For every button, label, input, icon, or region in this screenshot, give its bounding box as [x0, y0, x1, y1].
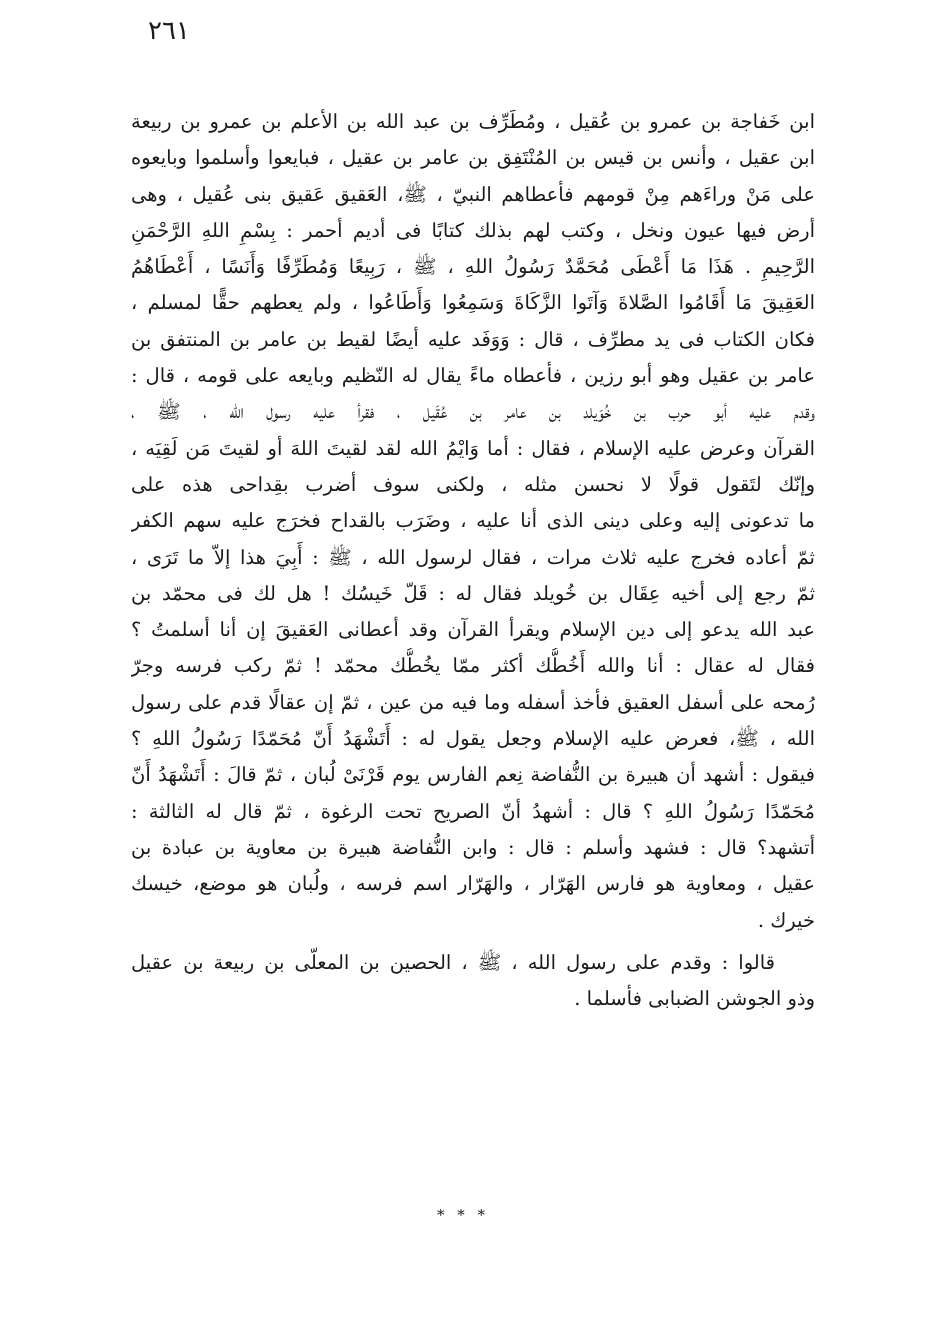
text-line: فكان الكتاب فى يد مطرِّف ، قال : وَوَفَد عليه أيضًا لقيط بن عامر بن المنتفق بن: [131, 327, 815, 351]
text-line: ابن خَفاجة بن عمرو بن عُقيل ، ومُطَرِّف بن عبد الله بن الأعلم بن عمرو بن ربيعة: [131, 110, 815, 133]
text-line: عقيل ، ومعاوية هو فارس الهَرّار ، والهَرّار اسم فرسه ، ولُبان هو موضع، خيسك: [131, 872, 815, 896]
body-text: [131, 104, 815, 1017]
text-line: الله ، ﷺ، فعرض عليه الإسلام وجعل يقول له : أَتَشْهَدُ أَنّ مُحَمّدًا رَسُولُ اللهِ ؟: [131, 727, 815, 751]
page-number: ٢٦١: [148, 16, 190, 46]
text-line: عامر بن عقيل وهو أبو رزين ، فأعطاه ماءً يقال له النّظيم وبايعه على قومه ، قال :: [131, 364, 815, 388]
text-line: رُمحه على أسفل العقيق فأخذ أسفله وما فيه من عين ، ثمّ إن عقالًا قدم على رسول: [131, 690, 815, 714]
text-line: قالوا : وقدم على رسول الله ، ﷺ ، الحصين بن المعلّى بن ربيعة بن عقيل: [131, 950, 775, 974]
text-line: فقال له عقال : أنا والله أَخُطُّك أكثر ممّا يخُطُّك محمّد ! ثمّ ركب فرسه وجرّ: [131, 654, 815, 678]
text-line: وإنّك لتَقول قولًا لا نحسن مثله ، ولكنى سوف أضرب بقِداحى هذه على: [131, 472, 815, 496]
text-line: ثمّ أعاده فخرج عليه ثلاث مرات ، فقال لرسول الله ، ﷺ : أَبِيَ هذا إلاّ ما تَرَى ،: [131, 545, 815, 569]
text-line: وقدم عليه أبو حرب بن خُوَيلد بن عامر بن عُقَيل ، فقرأ عليه رسول الله ، ﷺ ،: [131, 400, 815, 424]
text-line: الرَّحِيمِ . هَذَا مَا أَعْطَى مُحَمَّدٌ رَسُولُ اللهِ ، ﷺ ، رَبِيعًا وَمُطَرِّفًا وَأَنَسًا ، أَعْطَاهُمُ: [131, 255, 815, 279]
paragraph: [131, 945, 815, 1018]
text-line: ما تدعونى إليه وعلى دينى الذى أنا عليه ، وضَرَب بالقداح فخرَج عليه سهم الكفر: [131, 509, 815, 533]
text-line: ابن عقيل ، وأنس بن قيس بن المُنْتَفِق بن عامر بن عقيل ، فبايعوا وأسلموا وبايعوه: [131, 146, 815, 170]
text-line: القرآن وعرض عليه الإسلام ، فقال : أما وَايْمُ الله لقد لقيتَ اللهَ أو لقيتَ مَن لَقِيَه ،: [131, 436, 815, 460]
section-separator: * * *: [436, 1206, 490, 1224]
paragraph: [131, 104, 815, 939]
text-line: على مَنْ وراءَهم مِنْ قومهم فأعطاهم النبيّ ، ﷺ، العَقيق عَقيق بنى عُقيل ، وهى: [131, 182, 815, 206]
text-line: أرض فيها عيون ونخل ، وكتب لهم بذلك كتابًا فى أديم أحمر : بِسْمِ اللهِ الرَّحْمَنِ: [131, 218, 815, 242]
text-line: وذو الجوشن الضبابى فأسلما .: [574, 987, 815, 1011]
text-line: خيرك .: [757, 908, 815, 932]
text-line: مُحَمّدًا رَسُولُ اللهِ ؟ قال : أشهدُ أنّ الصريح تحت الرغوة ، ثمّ قال له الثالثة :: [131, 799, 815, 823]
text-line: أتشهد؟ قال : فشهد وأسلم : قال : وابن النُّفاضة هبيرة بن معاوية بن عبادة بن: [131, 835, 815, 859]
text-line: ثمّ رجع إلى أخيه عِقَال بن خُويلد فقال له : قَلّ خَيسُك ! هل لك فى محمّد بن: [131, 581, 815, 605]
text-line: العَقِيقَ مَا أَقَامُوا الصَّلاةَ وَآتَوا الزَّكَاةَ وَسَمِعُوا وَأَطَاعُوا ، ولم يعطهم حقًّا لمسلم ،: [131, 291, 815, 315]
text-line: فيقول : أشهد أن هبيرة بن النُّفاضة نِعم الفارس يوم قَرْنَىْ لُبان ، ثمّ قالَ : أَتَشْهَدُ أَنّ: [131, 763, 815, 787]
text-line: عبد الله يدعو إلى دين الإسلام ويقرأ القرآن وقد أعطانى العَقيقَ إن أنا أسلمتُ ؟: [131, 618, 815, 642]
